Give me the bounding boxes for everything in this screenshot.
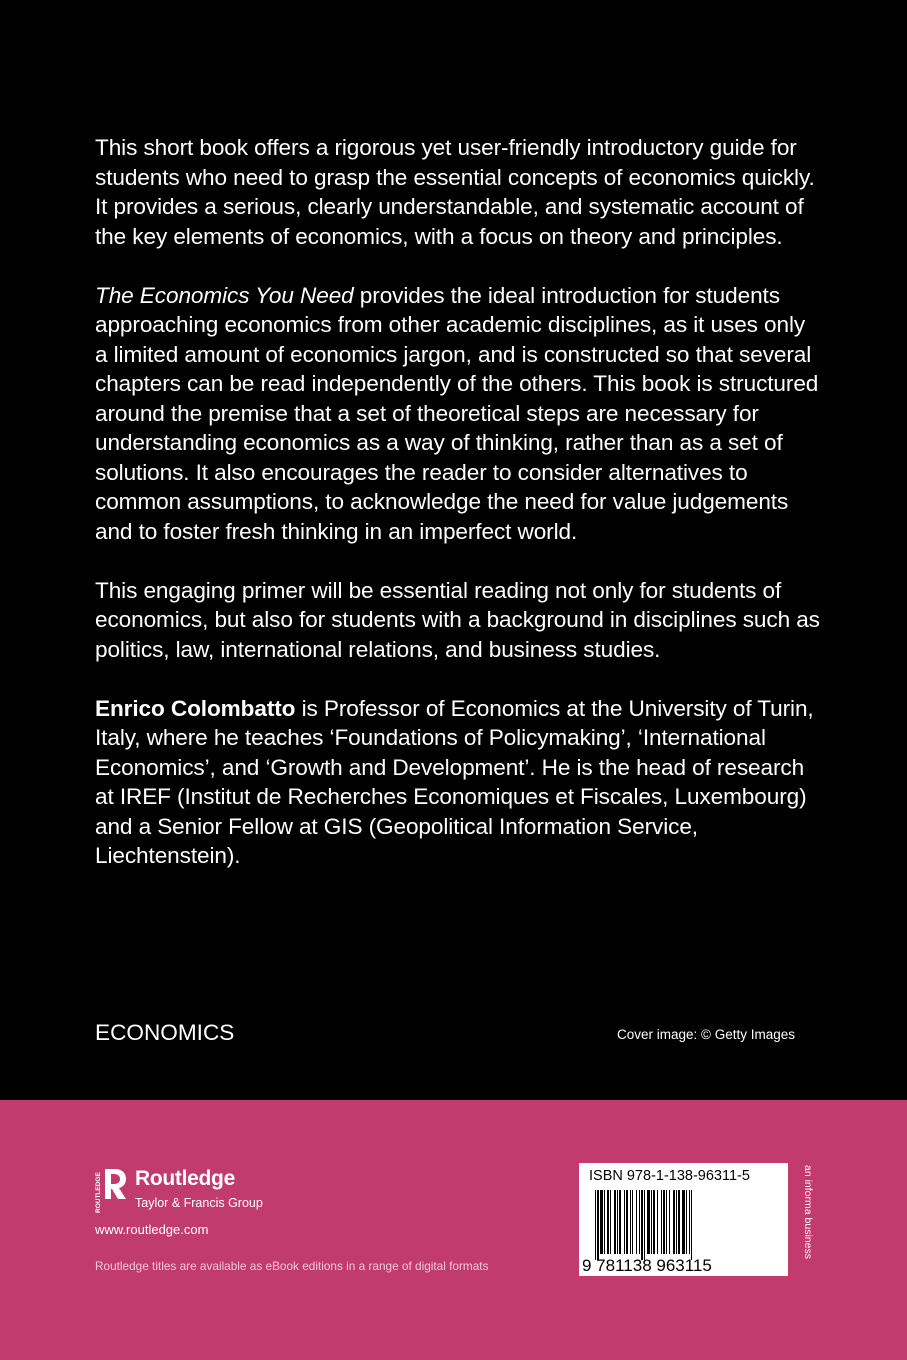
barcode-bar xyxy=(630,1190,631,1254)
cover-image-credit: Cover image: © Getty Images xyxy=(617,1027,796,1042)
barcode-bar xyxy=(600,1190,603,1254)
barcode-bar xyxy=(653,1190,655,1254)
barcode-bar xyxy=(607,1190,609,1254)
barcode-bar xyxy=(617,1190,618,1254)
barcode-bar xyxy=(641,1190,643,1260)
barcode-bar xyxy=(669,1190,670,1254)
barcode-bar xyxy=(673,1190,675,1254)
barcode-bar xyxy=(663,1190,665,1254)
barcode-digits: 9 781138 963115 xyxy=(582,1256,712,1275)
barcode-bar xyxy=(624,1190,625,1254)
author-bio-text: is Professor of Economics at the University of Turin, Italy, where he teaches ‘Foundations of Policymaking’, ‘International Economics’, and ‘Growth and Development’. He is the head of research at IREF (Institut de Recherches Economiques et Fiscales, Luxembourg) and a Senior Fellow at GIS (Geopolitical Information Service, Liechtenstein). xyxy=(95,695,814,868)
blurb-paragraph-2-text: provides the ideal introduction for students approaching economics from other academic disciplines, as it uses only a limited amount of economics jargon, and is constructed so that several chapters can be read independently of the others. This book is structured around the premise that a set of theoretical steps are necessary for understanding economics as a way of thinking, rather than as a set of solutions. It also encourages the reader to consider alternatives to common assumptions, to acknowledge the need for value judgements and to foster fresh thinking in an imperfect world. xyxy=(95,282,819,544)
routledge-vertical-wordmark: ROUTLEDGE xyxy=(95,1172,102,1213)
author-name: Enrico Colombatto xyxy=(95,695,296,721)
informa-tagline-text: an informa business xyxy=(802,1165,814,1259)
barcode-bar xyxy=(644,1190,645,1260)
barcode-bar xyxy=(610,1190,611,1254)
isbn-barcode xyxy=(579,1163,788,1276)
blurb-paragraph-3: This engaging primer will be essential reading not only for students of economics, but also for students with a background in disciplines such as politics, law, international relations, and business studies. xyxy=(95,577,820,662)
barcode-bar xyxy=(597,1190,599,1260)
blurb xyxy=(95,133,820,900)
barcode-bar xyxy=(647,1190,650,1254)
author-bio xyxy=(95,694,820,871)
barcode-bar xyxy=(619,1190,621,1254)
routledge-logo-icon xyxy=(93,1165,127,1213)
publisher-group: Taylor & Francis Group xyxy=(135,1196,263,1210)
ebook-note: Routledge titles are available as eBook editions in a range of digital formats xyxy=(95,1259,489,1273)
barcode-bar xyxy=(686,1190,687,1254)
barcode-bar xyxy=(639,1190,640,1254)
barcode-bar xyxy=(651,1190,652,1254)
barcode-bar xyxy=(661,1190,662,1254)
barcode-bar xyxy=(604,1190,605,1254)
barcode-bar xyxy=(678,1190,680,1254)
barcode-bar xyxy=(626,1190,628,1254)
publisher-name: Routledge xyxy=(135,1167,235,1190)
barcode-bar xyxy=(682,1190,685,1254)
subject-category: ECONOMICS xyxy=(95,1020,235,1045)
barcode-bar xyxy=(614,1190,616,1254)
barcode-bar xyxy=(595,1190,596,1260)
barcode-bar xyxy=(676,1190,677,1254)
book-title-italic: The Economics You Need xyxy=(95,282,354,308)
publisher-url[interactable]: www.routledge.com xyxy=(95,1222,209,1237)
informa-tagline xyxy=(800,1165,814,1275)
isbn-label: ISBN 978-1-138-96311-5 xyxy=(589,1168,750,1184)
barcode-bar xyxy=(689,1190,690,1254)
blurb-paragraph-1: This short book offers a rigorous yet user-friendly introductory guide for students who need to grasp the essential concepts of economics quickly. It provides a serious, clearly understandable, and systematic account of the key elements of economics, with a focus on theory and principles. xyxy=(95,135,815,249)
barcode-bar xyxy=(666,1190,667,1254)
barcode-bar xyxy=(636,1190,637,1254)
barcode-bar xyxy=(632,1190,633,1254)
barcode-bar xyxy=(657,1190,658,1254)
blurb-paragraph-2 xyxy=(95,281,820,547)
routledge-logo xyxy=(93,1165,273,1213)
barcode-bar xyxy=(691,1190,692,1260)
